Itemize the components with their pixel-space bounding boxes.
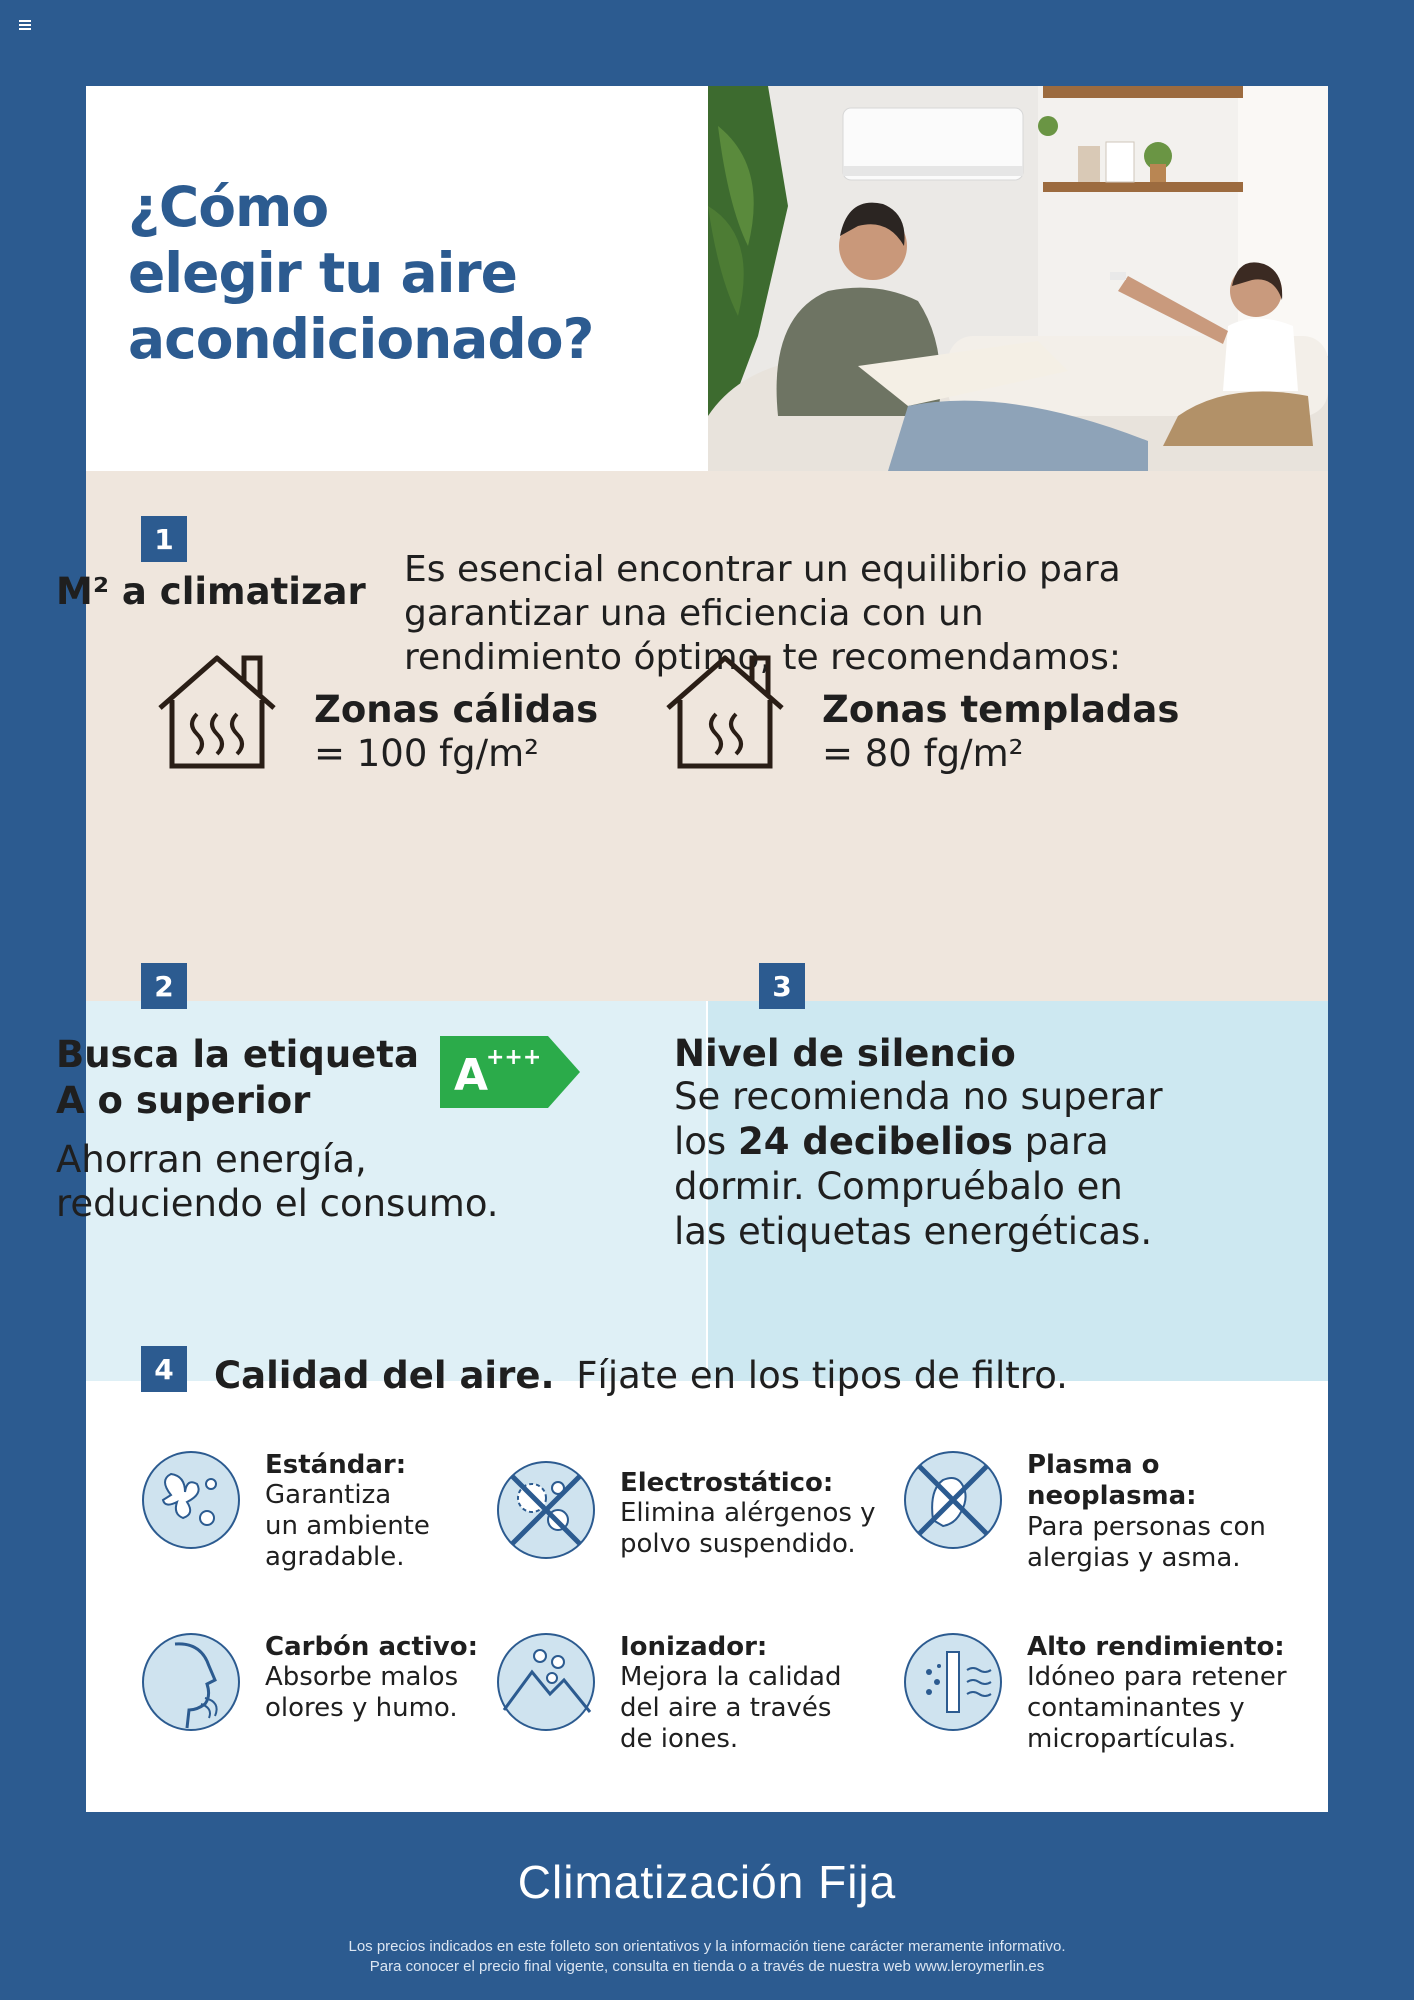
step-number-2: 2 xyxy=(141,963,187,1009)
energy-label-a-plus-icon xyxy=(440,1036,580,1108)
heading-line: A o superior xyxy=(56,1079,311,1122)
desc-line: del aire a través xyxy=(620,1693,832,1723)
desc-line: de iones. xyxy=(620,1724,739,1754)
step-number-4: 4 xyxy=(141,1346,187,1392)
text-line xyxy=(674,1119,1163,1164)
desc-line: un ambiente xyxy=(265,1511,430,1541)
decibel-highlight: 24 decibelios xyxy=(737,1120,1013,1163)
filter-title: Ionizador: xyxy=(620,1632,768,1662)
section-text xyxy=(674,1074,1163,1254)
section-heading: M² a climatizar xyxy=(56,570,366,613)
footer-section-title: Climatización Fija xyxy=(517,1856,897,1908)
title-line: elegir tu aire xyxy=(128,241,517,305)
title-line: acondicionado? xyxy=(128,307,594,371)
desc-line: polvo suspendido. xyxy=(620,1529,856,1559)
filter-title: Estándar: xyxy=(265,1450,407,1480)
section-heading xyxy=(214,1354,1068,1397)
desc-line: Para personas con xyxy=(1027,1512,1266,1542)
text-line: las etiquetas energéticas. xyxy=(674,1210,1153,1253)
filter-title: Alto rendimiento: xyxy=(1027,1632,1285,1662)
desc-line: Garantiza xyxy=(265,1480,392,1510)
energy-label-suffix: +++ xyxy=(486,1045,542,1070)
zone-title: Zonas templadas xyxy=(822,688,1180,731)
filter-description xyxy=(265,1480,430,1573)
desc-line: Elimina alérgenos y xyxy=(620,1498,876,1528)
title-line: ¿Cómo xyxy=(128,175,329,239)
energy-label-letter: A xyxy=(454,1050,489,1101)
ion-mountain-icon xyxy=(496,1632,596,1732)
filter-title: Carbón activo: xyxy=(265,1632,478,1662)
filter-title: Electrostático: xyxy=(620,1468,834,1498)
house-heat-icon xyxy=(152,650,282,770)
heading-bold: Calidad del aire. xyxy=(214,1354,555,1397)
butterfly-pollen-icon xyxy=(141,1450,241,1550)
desc-line: alergias y asma. xyxy=(1027,1543,1241,1573)
section-text xyxy=(56,1138,499,1226)
step-number-3: 3 xyxy=(759,963,805,1009)
desc-line: micropartículas. xyxy=(1027,1724,1237,1754)
filter-description xyxy=(265,1662,458,1724)
menu-icon[interactable] xyxy=(19,20,31,30)
title-box xyxy=(86,86,706,471)
filter-title: Plasma o neoplasma: xyxy=(1027,1450,1197,1511)
desc-line: Absorbe malos xyxy=(265,1662,459,1692)
filter-description xyxy=(1027,1662,1287,1755)
desc-line: olores y humo. xyxy=(265,1693,458,1723)
zone-value: = 80 fg/m² xyxy=(822,732,1024,775)
text-line: dormir. Compruébalo en xyxy=(674,1165,1123,1208)
step-number-1: 1 xyxy=(141,516,187,562)
text-line: Ahorran energía, xyxy=(56,1138,367,1181)
section-text: Es esencial encontrar un equilibrio para garantizar una eficiencia con un rendimiento óptimo, te recomendamos: xyxy=(404,549,1122,678)
desc-line: Idóneo para retener xyxy=(1027,1662,1287,1692)
section-heading xyxy=(56,1032,419,1124)
footer-disclaimer: Los precios indicados en este folleto son orientativos y la información tiene carácter meramente informativo. xyxy=(348,1938,1066,1955)
heading-line: Busca la etiqueta xyxy=(56,1033,419,1076)
living-room-photo xyxy=(708,86,1328,471)
text-line: Se recomienda no superar xyxy=(674,1075,1163,1118)
desc-line: agradable. xyxy=(265,1542,405,1572)
crossed-dust-icon xyxy=(496,1460,596,1560)
heading-rest: Fíjate en los tipos de filtro. xyxy=(576,1354,1068,1397)
text-line: reduciendo el consumo. xyxy=(56,1182,499,1225)
text-segment: para xyxy=(1012,1120,1109,1163)
section-heading: Nivel de silencio xyxy=(674,1032,1016,1075)
filter-description xyxy=(620,1662,841,1755)
zone-title: Zonas cálidas xyxy=(314,688,599,731)
filter-description xyxy=(1027,1512,1266,1574)
house-mild-heat-icon xyxy=(660,650,790,770)
text-segment: los xyxy=(674,1120,738,1163)
filter-description xyxy=(620,1498,876,1560)
desc-line: Mejora la calidad xyxy=(620,1662,842,1692)
filter-particles-icon xyxy=(903,1632,1003,1732)
zone-value: = 100 fg/m² xyxy=(314,732,539,775)
crossed-allergy-icon xyxy=(903,1450,1003,1550)
footer-disclaimer: Para conocer el precio final vigente, consulta en tienda o a través de nuestra web www.leroymerlin.es xyxy=(369,1958,1045,1975)
face-smell-icon xyxy=(141,1632,241,1732)
page-title xyxy=(128,174,593,372)
desc-line: contaminantes y xyxy=(1027,1693,1245,1723)
